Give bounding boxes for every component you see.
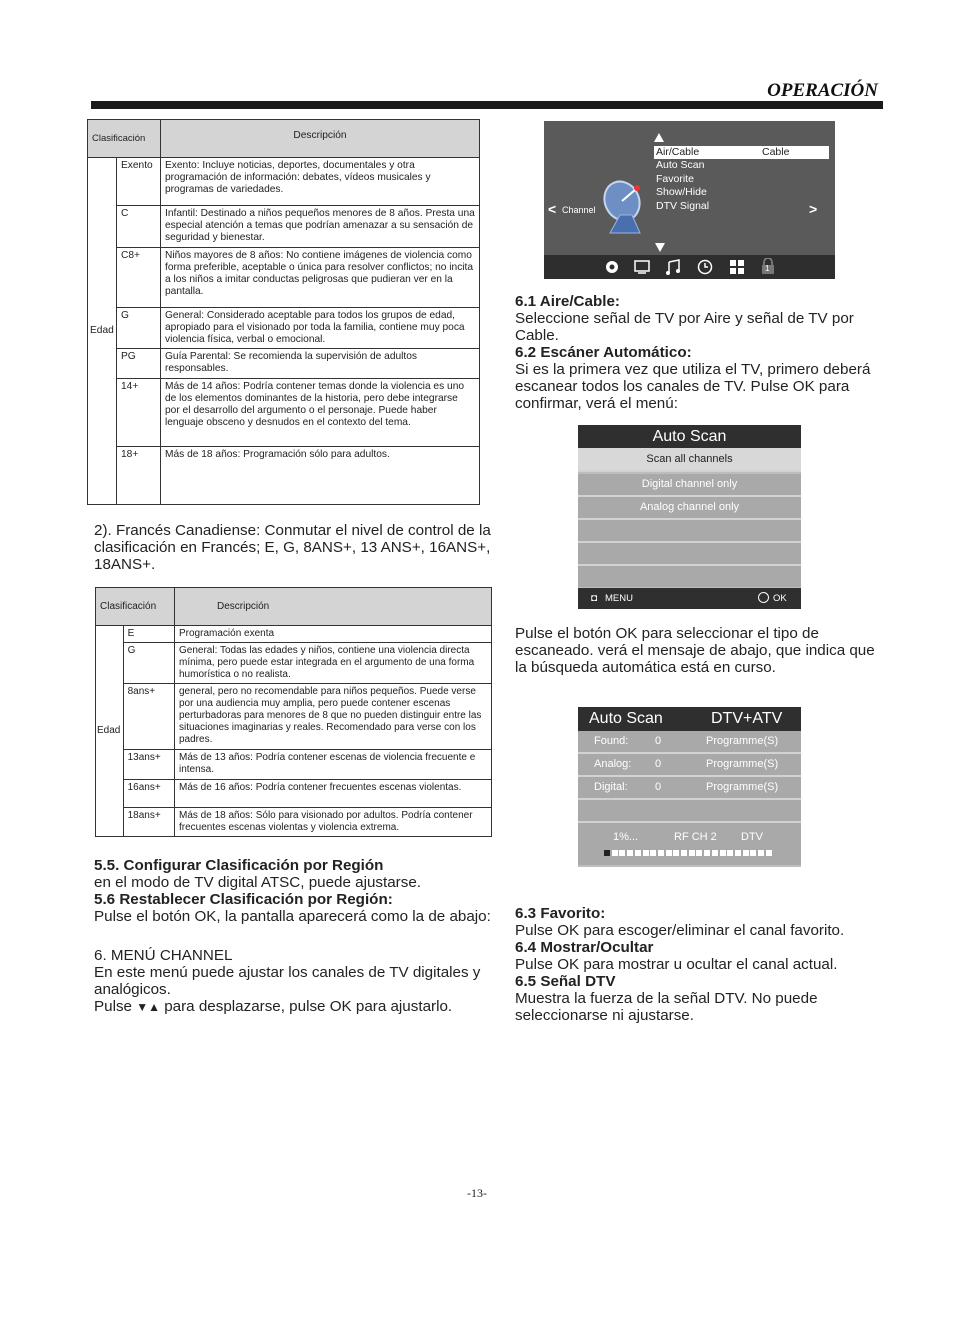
scan-row-label: Digital:	[594, 781, 628, 793]
autoscan-title: Auto Scan	[578, 425, 801, 448]
text-6-4: Pulse OK para mostrar u ocultar el canal actual.	[515, 956, 838, 973]
text-6-2: Si es la primera vez que utiliza el TV, primero deberá escanear todos los canales de TV. Pulse OK para confirmar, verá el menú:	[515, 361, 871, 412]
text-6b	[94, 998, 494, 1016]
rating-code: 14+	[117, 379, 161, 447]
rating-code: G	[117, 308, 161, 349]
scan-type: DTV	[741, 831, 763, 843]
progress-segment	[689, 850, 695, 856]
rating-desc: Infantil: Destinado a niños pequeños menores de 8 años. Presta una especial atención a temas que podrían amenazar a su sensación de seguridad y bienestar.	[161, 206, 480, 248]
page-number: -13-	[467, 1186, 487, 1200]
scan-row-unit: Programme(S)	[706, 758, 779, 770]
empty-row	[578, 520, 801, 543]
menu-icon-bar	[544, 255, 835, 279]
footer-ok-label: OK	[773, 593, 787, 604]
progress-segment	[681, 850, 687, 856]
progress-segment	[643, 850, 649, 856]
table-header-classification: Clasificación	[88, 120, 161, 158]
channel-side-label: Channel	[562, 205, 596, 215]
progress-segment	[727, 850, 733, 856]
table-group-label: Edad	[96, 626, 124, 837]
rating-desc: Guía Parental: Se recomienda la supervisión de adultos responsables.	[161, 349, 480, 379]
scan-title: Auto Scan	[589, 710, 663, 727]
option-analog-only[interactable]: Analog channel only	[578, 497, 801, 520]
scan-row-value: 0	[655, 735, 662, 747]
progress-segment	[658, 850, 664, 856]
rating-table-english	[87, 119, 480, 505]
menu-item-favorite[interactable]: Favorite	[656, 172, 694, 185]
heading-5-5: 5.5. Configurar Clasificación por Región	[94, 857, 384, 874]
scan-row-value: 0	[655, 758, 662, 770]
rating-code: PG	[117, 349, 161, 379]
right-text-top	[515, 293, 875, 412]
rating-desc: Más de 18 años: Sólo para visionado por adultos. Podría contener frecuentes escenas violentas y violencia extrema.	[175, 808, 492, 837]
progress-segment	[704, 850, 710, 856]
arrows-icon: ▼▲	[136, 1000, 160, 1014]
scan-mode: DTV+ATV	[711, 710, 783, 727]
progress-segment	[619, 850, 625, 856]
heading-5-6: 5.6 Restablecer Clasificación por Región:	[94, 891, 393, 908]
progress-segment	[666, 850, 672, 856]
menu-item-value: Cable	[762, 146, 790, 158]
text-6-1: Seleccione señal de TV por Aire y señal de TV por Cable.	[515, 310, 854, 344]
music-note-icon[interactable]	[665, 259, 681, 280]
progress-segment	[612, 850, 618, 856]
paragraph-french-canadian: 2). Francés Canadiense: Conmutar el nivel de control de la clasificación en Francés; E, G, 8ANS+, 13 ANS+, 16ANS+, 18ANS+.	[94, 522, 491, 573]
option-scan-all[interactable]: Scan all channels	[578, 448, 801, 472]
rating-code: 16ans+	[123, 780, 174, 808]
scan-row-unit: Programme(S)	[706, 781, 779, 793]
right-text-bottom	[515, 905, 890, 1024]
menu-key-icon: ◘	[591, 593, 598, 604]
scan-row-found	[578, 731, 801, 754]
text-5-6: Pulse el botón OK, la pantalla aparecerá como la de abajo:	[94, 908, 491, 925]
table-group-label: Edad	[88, 158, 117, 505]
rating-code: G	[123, 643, 174, 684]
progress-segment	[735, 850, 741, 856]
heading-6-1: 6.1 Aire/Cable:	[515, 293, 620, 310]
channel-menu-list	[654, 146, 829, 213]
progress-segment	[673, 850, 679, 856]
rating-desc: Más de 18 años: Programación sólo para adultos.	[161, 447, 480, 505]
rating-code: 13ans+	[123, 750, 174, 780]
text-6-3: Pulse OK para escoger/eliminar el canal favorito.	[515, 922, 845, 939]
left-arrow-icon[interactable]: <	[548, 201, 557, 217]
scan-progress-bar	[604, 850, 774, 856]
progress-segment	[696, 850, 702, 856]
up-arrow-icon	[654, 129, 664, 139]
empty-row	[578, 566, 801, 587]
text-5-5: en el modo de TV digital ATSC, puede ajustarse.	[94, 874, 422, 891]
scan-progress-screen	[578, 707, 801, 867]
progress-segment	[758, 850, 764, 856]
progress-segment	[750, 850, 756, 856]
header-rule	[91, 101, 883, 109]
menu-item-label: Air/Cable	[656, 146, 700, 158]
rating-desc: Más de 16 años: Podría contener frecuentes escenas violentas.	[175, 780, 492, 808]
heading-6-4: 6.4 Mostrar/Ocultar	[515, 939, 654, 956]
page-header-title: OPERACIÓN	[767, 80, 878, 101]
scan-row-unit: Programme(S)	[706, 735, 779, 747]
ok-key-icon	[758, 592, 769, 603]
progress-segment	[766, 850, 772, 856]
channel-menu-screen	[544, 121, 835, 279]
empty-row	[578, 800, 801, 823]
menu-item-auto-scan[interactable]: Auto Scan	[656, 159, 705, 171]
scan-row-label: Analog:	[594, 758, 632, 770]
text-6-5: Muestra la fuerza de la señal DTV. No puede seleccionarse ni ajustarse.	[515, 990, 818, 1024]
heading-6-2: 6.2 Escáner Automático:	[515, 344, 692, 361]
progress-segment	[720, 850, 726, 856]
rating-desc: Más de 14 años: Podría contener temas donde la violencia es uno de los elementos dominantes de la historia, pero debe integrarse por el desarrollo del argumento o el personaje. Puede haber lenguaje obsceno y desnudos en el contexto del tema.	[161, 379, 480, 447]
text-6b-pre: Pulse	[94, 998, 132, 1015]
menu-item-dtv-signal[interactable]: DTV Signal	[656, 199, 710, 212]
autoscan-footer	[578, 588, 801, 609]
scan-channel: RF CH 2	[674, 831, 717, 843]
lock-number: 1	[765, 264, 770, 273]
progress-segment	[604, 850, 610, 856]
footer-menu-label: MENU	[605, 593, 633, 604]
setup-grid-icon[interactable]	[729, 259, 745, 280]
table-header-description: Descripción	[161, 120, 480, 158]
progress-segment	[635, 850, 641, 856]
rating-desc: Niños mayores de 8 años: No contiene imágenes de violencia como forma preferible, aceptable o única para resolver conflictos; no incita a los niños a imitar conductas peligrosas que pudieran ver en la pantalla.	[161, 248, 480, 308]
scan-row-digital	[578, 777, 801, 800]
rating-desc: Más de 13 años: Podría contener escenas de violencia frecuente e intensa.	[175, 750, 492, 780]
autoscan-menu	[578, 425, 801, 609]
rating-desc: Programación exenta	[175, 626, 492, 643]
heading-6-5: 6.5 Señal DTV	[515, 973, 616, 990]
right-arrow-icon[interactable]: >	[809, 201, 818, 217]
text-6a: En este menú puede ajustar los canales de TV digitales y analógicos.	[94, 964, 481, 998]
rating-code: 18ans+	[123, 808, 174, 837]
tv-picture-icon[interactable]	[634, 259, 650, 280]
empty-row	[578, 543, 801, 566]
menu-item-show-hide[interactable]: Show/Hide	[656, 186, 707, 198]
heading-6-3: 6.3 Favorito:	[515, 905, 606, 922]
scan-percent: 1%...	[613, 831, 639, 843]
heading-6: 6. MENÚ CHANNEL	[94, 947, 233, 964]
table-header-classification: Clasificación	[96, 588, 175, 626]
progress-segment	[650, 850, 656, 856]
rating-code: 8ans+	[123, 684, 174, 750]
text-6b-post: para desplazarse, pulse OK para ajustarlo.	[164, 998, 453, 1015]
gear-icon[interactable]	[604, 259, 620, 280]
rating-code: C	[117, 206, 161, 248]
rating-code: 18+	[117, 447, 161, 505]
rating-code: C8+	[117, 248, 161, 308]
rating-desc: General: Todas las edades y niños, contiene una violencia directa mínima, pero puede estar integrada en el argumento de una forma humorística o no realista.	[175, 643, 492, 684]
rating-table-french	[95, 587, 492, 837]
rating-desc: general, pero no recomendable para niños pequeños. Puede verse por una audiencia muy amplia, pero puede contener escenas perturbadoras para menores de 8 que no pueden distinguir entre las situaciones imaginarias y reales. Recomendado para verse con los padres.	[175, 684, 492, 750]
down-arrow-icon	[655, 239, 665, 249]
rating-desc: Exento: Incluye noticias, deportes, documentales y otra programación de información: debates, vídeos musicales y programas de variedades.	[161, 158, 480, 206]
satellite-dish-icon	[602, 179, 648, 235]
progress-segment	[743, 850, 749, 856]
text-select-scan: Pulse el botón OK para seleccionar el tipo de escaneado. verá el mensaje de abajo, que indica que la búsqueda automática está en curso.	[515, 625, 875, 676]
table-header-description: Descripción	[175, 588, 492, 626]
scan-status-area	[578, 823, 801, 865]
scan-title-bar	[578, 707, 801, 731]
progress-segment	[627, 850, 633, 856]
scan-row-label: Found:	[594, 735, 629, 747]
progress-segment	[712, 850, 718, 856]
menu-item-air-cable[interactable]	[654, 146, 829, 159]
clock-icon[interactable]	[697, 259, 713, 280]
lock-icon[interactable]	[760, 258, 776, 275]
scan-row-value: 0	[655, 781, 662, 793]
option-digital-only[interactable]: Digital channel only	[578, 474, 801, 497]
scan-row-analog	[578, 754, 801, 777]
rating-desc: General: Considerado aceptable para todos los grupos de edad, apropiado para el visionado por toda la familia, contiene muy poca violencia física, verbal o emocional.	[161, 308, 480, 349]
rating-code: E	[123, 626, 174, 643]
left-text-section	[94, 857, 494, 1016]
rating-code: Exento	[117, 158, 161, 206]
